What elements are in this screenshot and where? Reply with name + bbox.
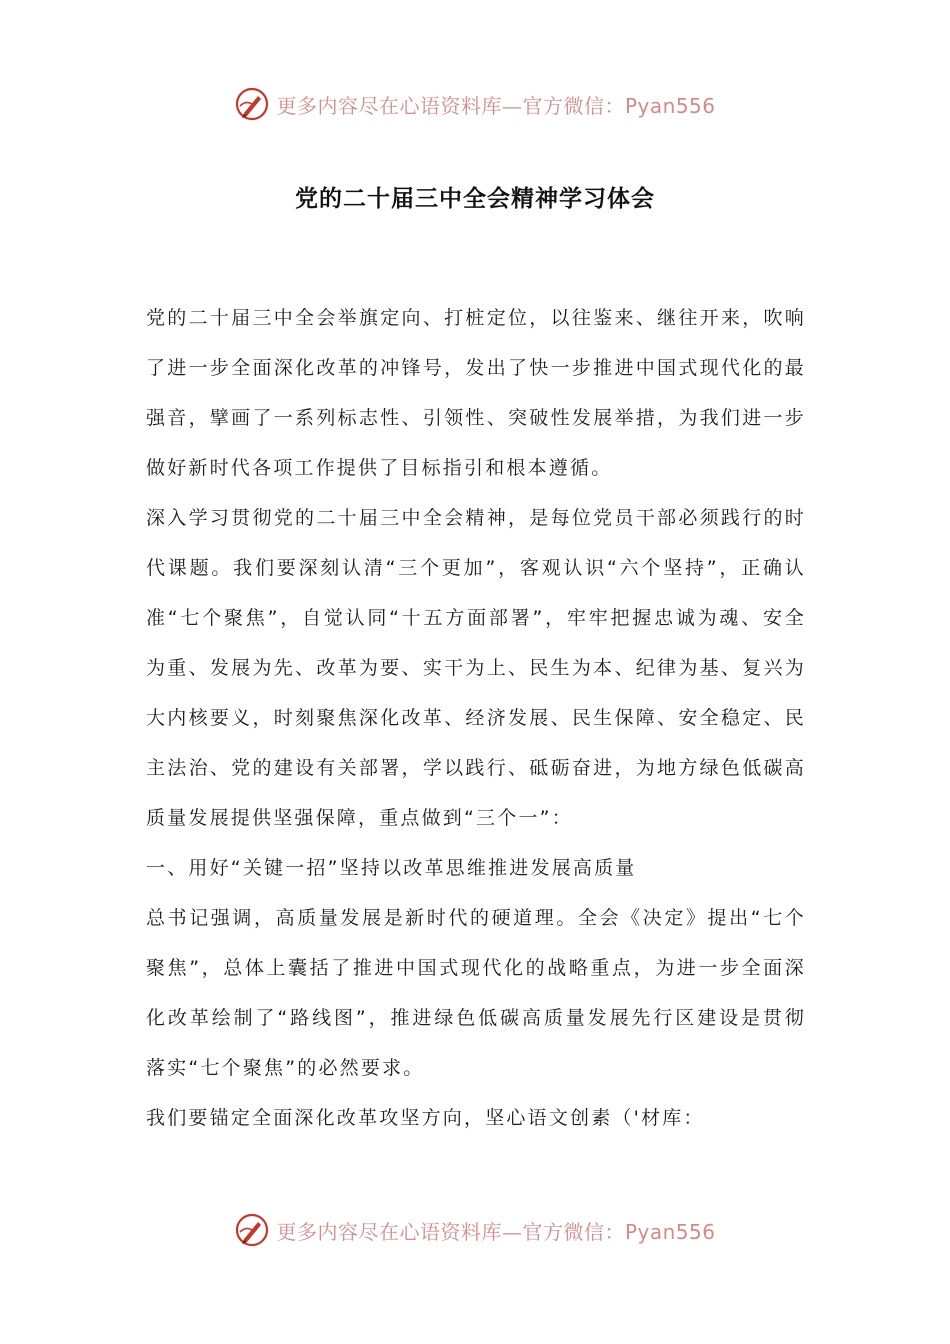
document-title: 党的二十届三中全会精神学习体会 — [295, 186, 655, 212]
paragraph: 深入学习贯彻党的二十届三中全会精神，是每位党员干部必须践行的时代课题。我们要深刻认清“三个更加”，客观认识“六个坚持”，正确认准“七个聚焦”，自觉认同“十五方面部署”，牢牢把握忠诚为魂、安全为重、发展为先、改革为要、实干为上、民生为本、纪律为基、复兴为大内核要义，时刻聚焦深化改革、经济发展、民生保障、安全稳定、民主法治、党的建设有关部署，学以践行、砥砺奋进，为地方绿色低碳高质量发展提供坚强保障，重点做到“三个一”： — [146, 507, 806, 829]
header-banner-text: 更多内容尽在心语资料库—官方微信：Pyan556 — [276, 93, 716, 118]
wechat-id: Pyan556 — [624, 93, 716, 118]
paragraph: 总书记强调，高质量发展是新时代的硬道理。全会《决定》提出“七个聚焦”，总体上囊括了推进中国式现代化的战略重点，为进一步全面深化改革绘制了“路线图”，推进绿色低碳高质量发展先行区建设是贯彻落实“七个聚焦”的必然要求。 — [146, 907, 806, 1079]
wechat-id: Pyan556 — [624, 1219, 716, 1244]
document-body — [146, 293, 806, 1143]
paragraph: 我们要锚定全面深化改革攻坚方向，坚心语文创素（'材库： — [146, 1107, 705, 1129]
section-heading: 一、用好“关键一招”坚持以改革思维推进发展高质量 — [146, 857, 637, 879]
footer-banner-text: 更多内容尽在心语资料库—官方微信：Pyan556 — [276, 1219, 716, 1244]
pen-logo-icon — [234, 86, 270, 122]
footer-banner — [0, 1210, 950, 1250]
paragraph: 党的二十届三中全会举旗定向、打桩定位，以往鉴来、继往开来，吹响了进一步全面深化改革的冲锋号，发出了快一步推进中国式现代化的最强音，擘画了一系列标志性、引领性、突破性发展举措，为我们进一步做好新时代各项工作提供了目标指引和根本遵循。 — [146, 307, 806, 479]
header-banner — [0, 84, 950, 124]
pen-logo-icon — [234, 1212, 270, 1248]
